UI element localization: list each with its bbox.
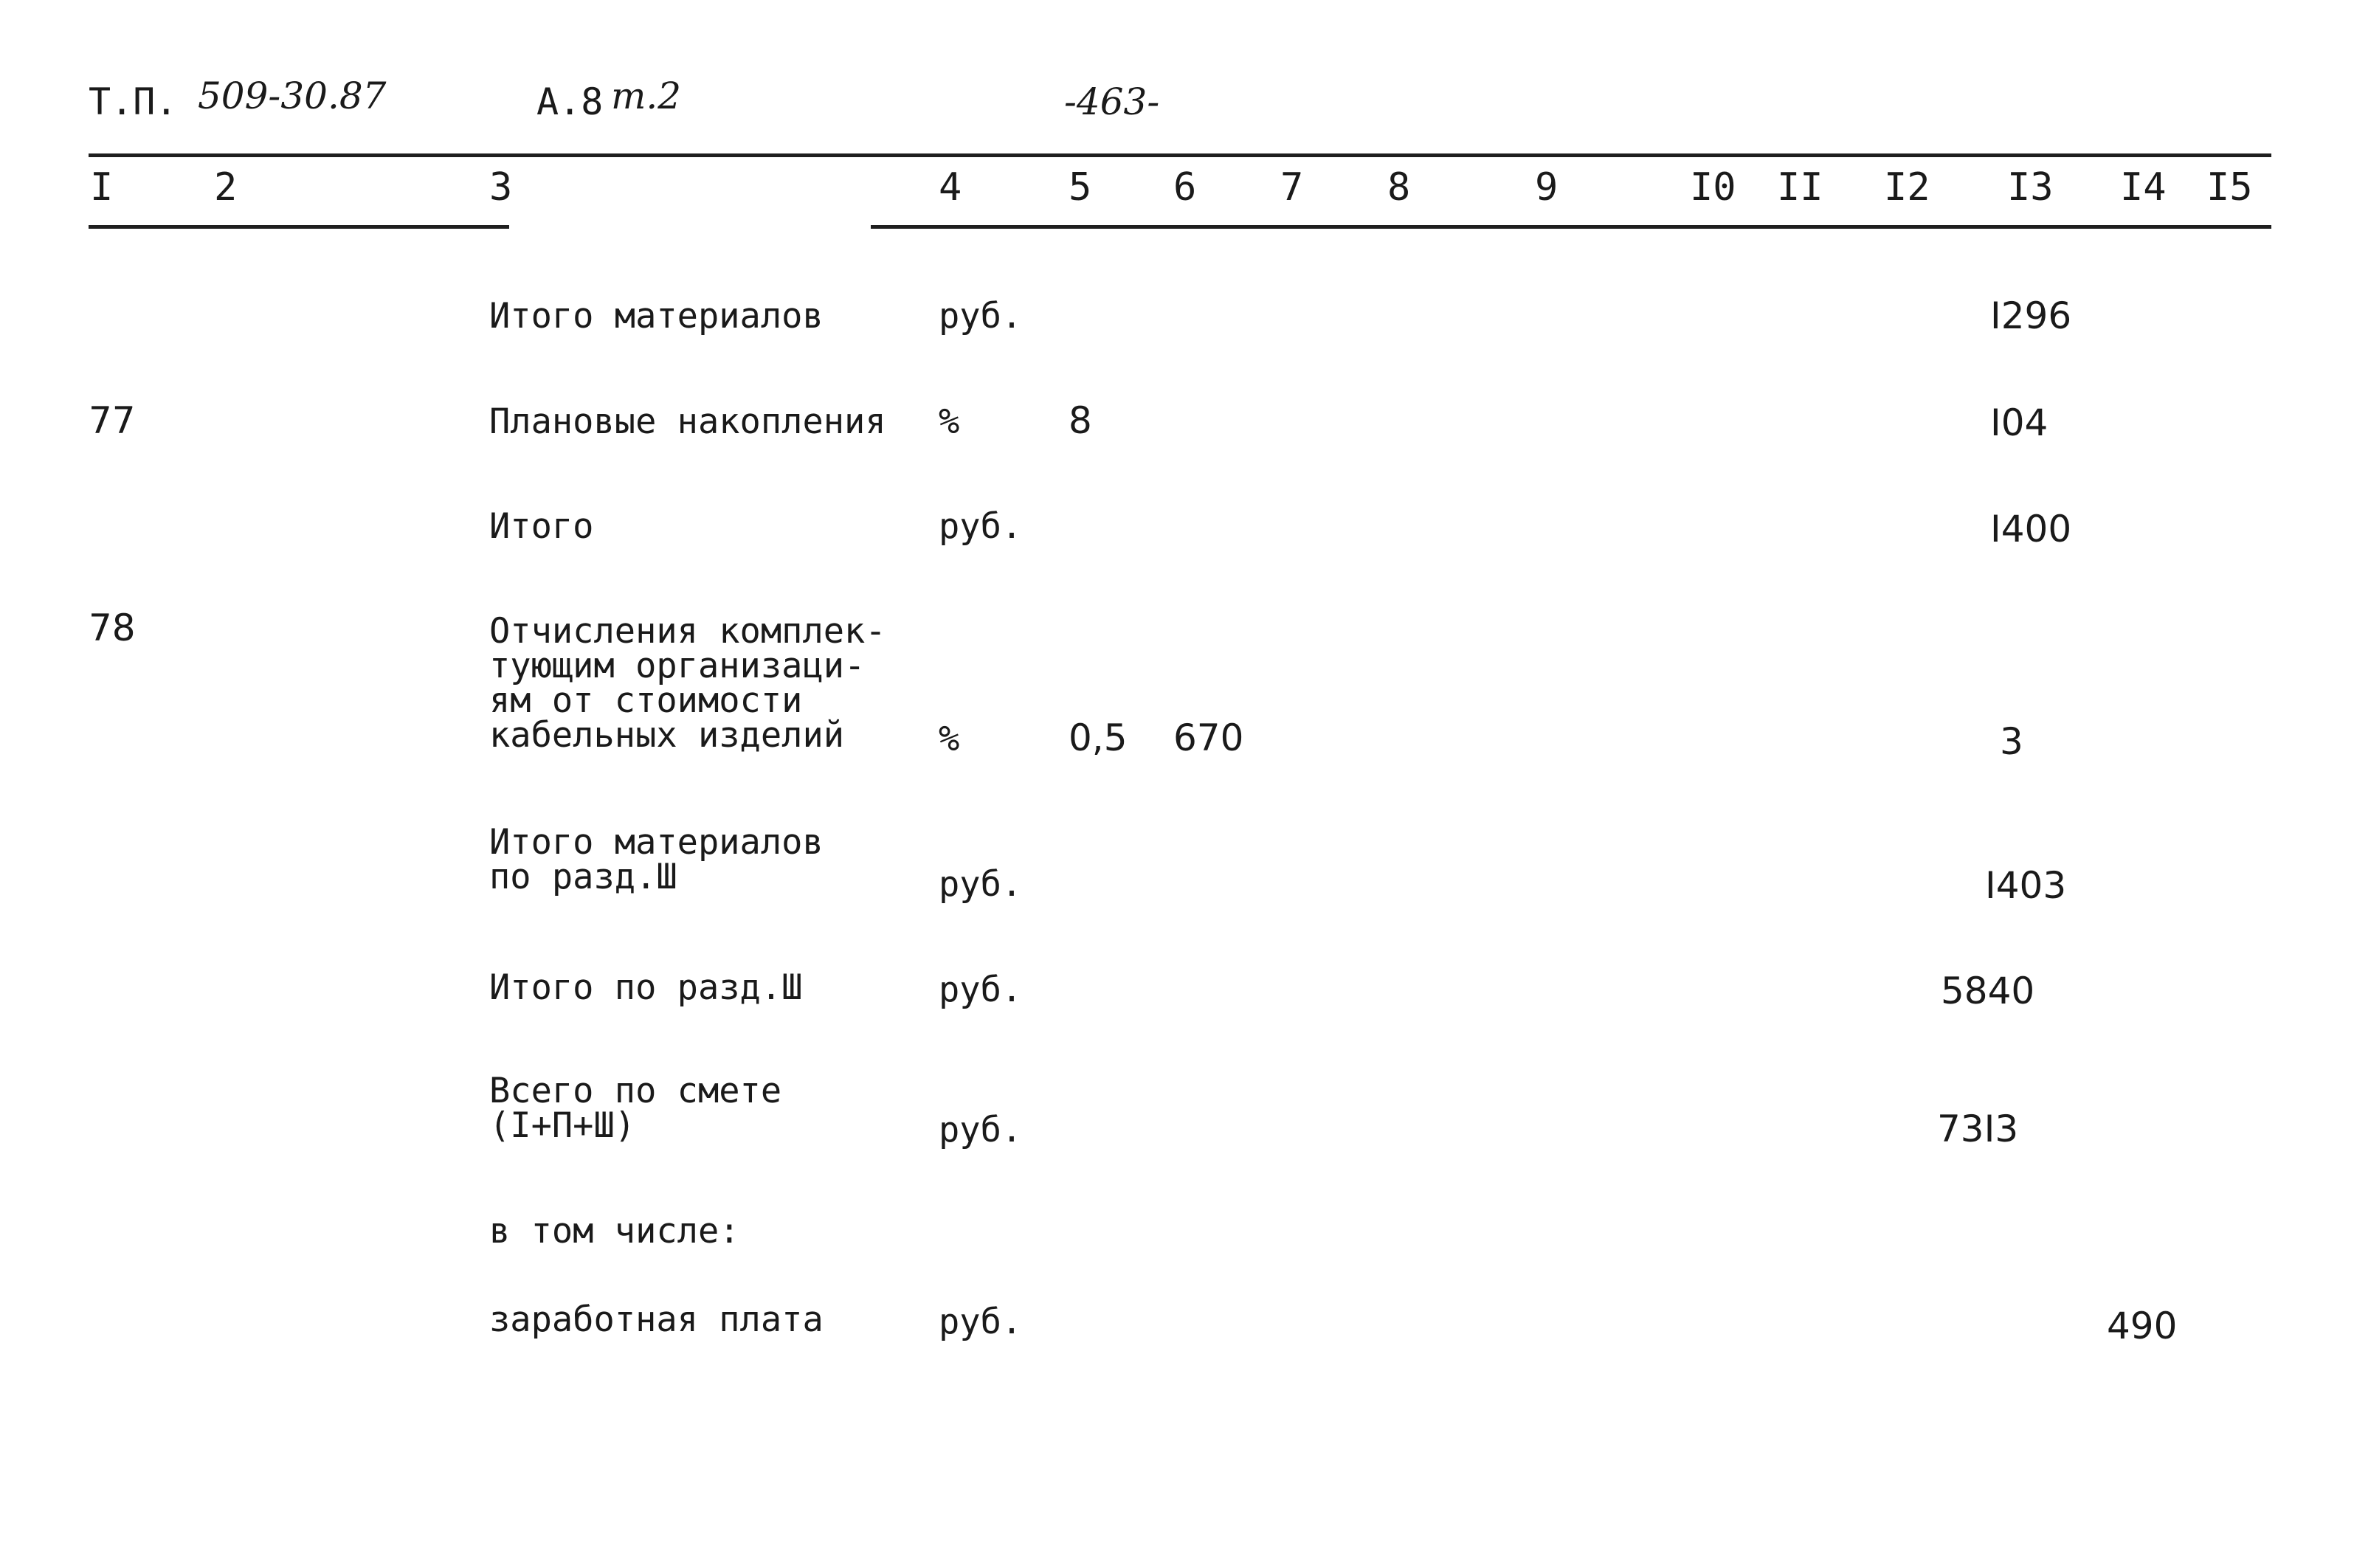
row-name: Отчисления комплек- тующим организаци- ям от стоимости кабельных изделий <box>489 611 886 756</box>
row-unit: руб. <box>939 1302 1023 1342</box>
row-value-col5: 8 <box>1069 399 1092 442</box>
row-unit: руб. <box>939 506 1023 547</box>
row-value-col13: I400 <box>1990 508 2072 550</box>
row-value-col6: 670 <box>1173 716 1244 759</box>
column-number-6: 6 <box>1173 165 1197 210</box>
header-top-rule <box>89 153 2271 157</box>
row-name: заработная плата <box>489 1299 824 1340</box>
column-number-7: 7 <box>1280 165 1304 210</box>
row-name: в том числе: <box>489 1211 740 1251</box>
row-unit: руб. <box>939 296 1023 336</box>
page-number: -463- <box>1064 80 1160 123</box>
column-number-15: I5 <box>2206 165 2253 210</box>
row-value-col14: 490 <box>2107 1305 2178 1347</box>
row-name: Итого материалов по разд.Ш <box>489 822 824 897</box>
row-unit: % <box>939 719 960 759</box>
column-number-8: 8 <box>1387 165 1411 210</box>
column-number-9: 9 <box>1535 165 1559 210</box>
header-bottom-rule-right <box>871 225 2271 229</box>
column-number-1: I <box>90 165 114 210</box>
row-position: 78 <box>89 607 136 649</box>
column-number-3: 3 <box>489 165 513 210</box>
row-unit: % <box>939 401 960 442</box>
header-bottom-rule-left <box>89 225 509 229</box>
row-name: Всего по смете (I+П+Ш) <box>489 1071 782 1146</box>
column-number-11: II <box>1777 165 1823 210</box>
album-part: т.2 <box>611 75 682 117</box>
row-value-col12: 73I3 <box>1937 1108 2019 1150</box>
column-number-10: I0 <box>1690 165 1736 210</box>
row-value-col13: I04 <box>1990 401 2048 444</box>
row-name: Плановые накопления <box>489 401 886 442</box>
album-label: А.8 <box>536 80 604 123</box>
row-value-col13: 3 <box>2000 720 2023 763</box>
row-value-col12: 5840 <box>1941 970 2035 1012</box>
column-number-4: 4 <box>939 165 962 210</box>
row-name: Итого <box>489 506 594 547</box>
column-number-12: I2 <box>1884 165 1930 210</box>
row-value-col13: I296 <box>1990 294 2072 337</box>
row-unit: руб. <box>939 1110 1023 1150</box>
row-unit: руб. <box>939 864 1023 905</box>
row-position: 77 <box>89 399 136 442</box>
tp-number: 509-30.87 <box>198 75 387 117</box>
tp-label: Т.П. <box>89 80 178 123</box>
row-value-col5: 0,5 <box>1069 716 1128 759</box>
column-number-5: 5 <box>1069 165 1092 210</box>
column-number-2: 2 <box>214 165 238 210</box>
row-name: Итого материалов <box>489 296 824 336</box>
row-unit: руб. <box>939 970 1023 1010</box>
column-number-14: I4 <box>2120 165 2167 210</box>
row-name: Итого по разд.Ш <box>489 967 803 1008</box>
column-number-13: I3 <box>2007 165 2054 210</box>
row-value-col13: I403 <box>1985 864 2067 907</box>
